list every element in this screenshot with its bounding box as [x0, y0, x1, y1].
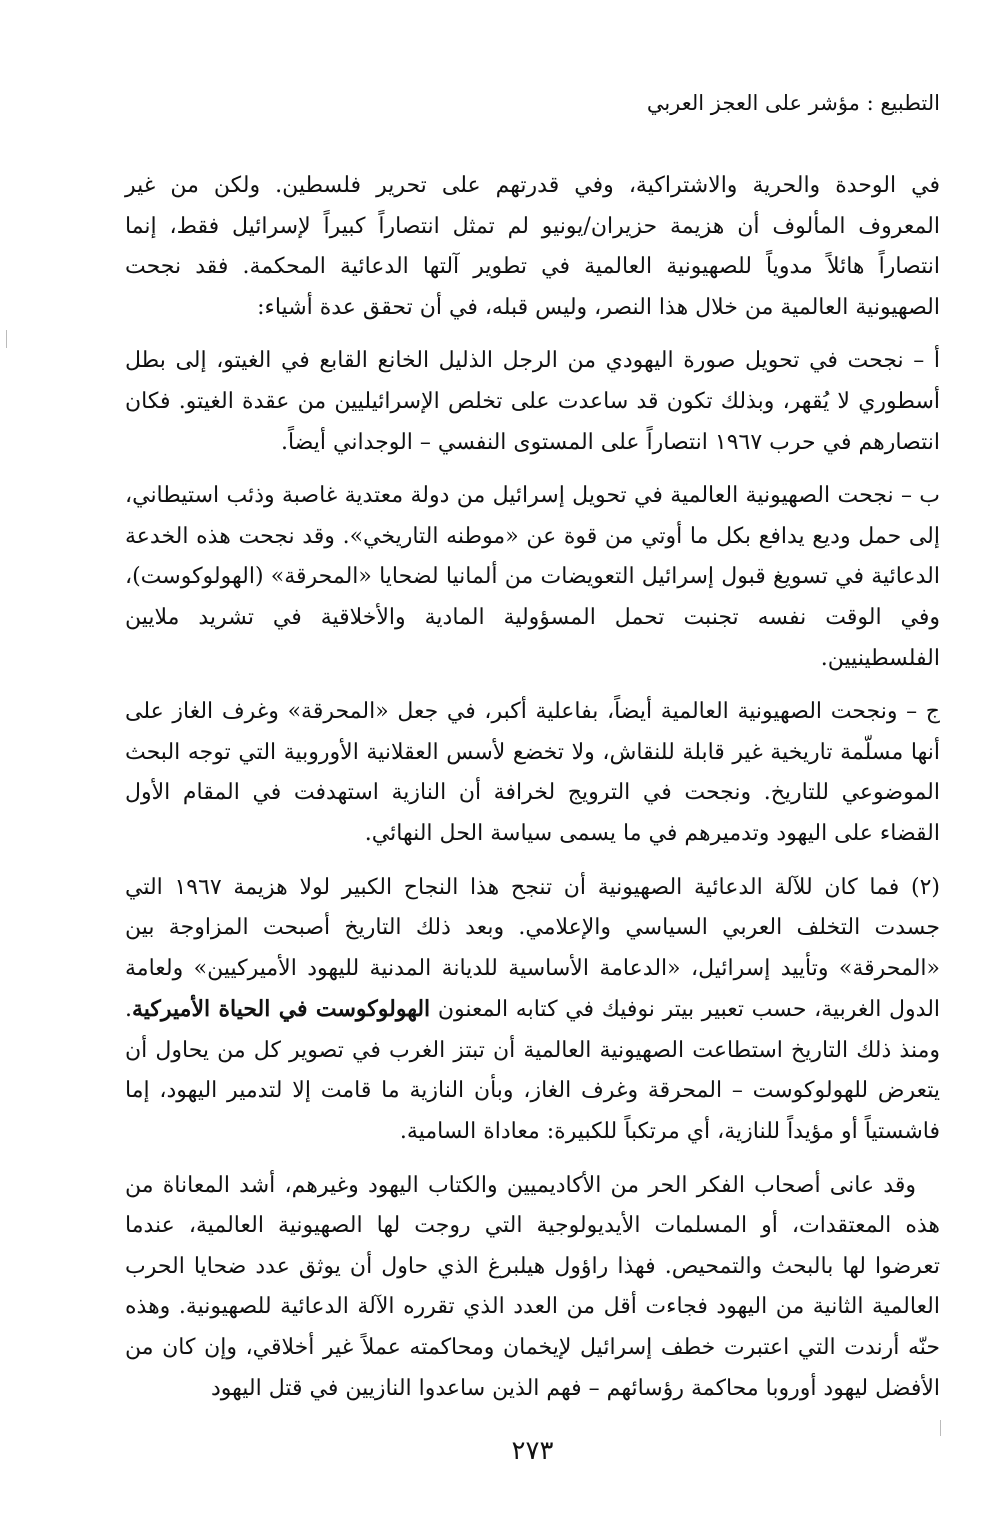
book-page	[125, 0, 940, 1523]
paragraph-point-a: أ – نجحت في تحويل صورة اليهودي من الرجل الذليل الخانع القابع في الغيتو، إلى بطل أسطوري لا يُقهر، وبذلك تكون قد ساعدت على تخلص الإسرائيليين من عقدة الغيتو. فكان انتصارهم في حرب ١٩٦٧ انتصاراً على المستوى النفسي – الوجداني أيضاً.	[125, 348, 940, 455]
running-header: التطبيع : مؤشر على العجز العربي	[646, 91, 940, 115]
paragraph-section-2-text-a: (٢) فما كان للآلة الدعائية الصهيونية أن تنجح هذا النجاح الكبير لولا هزيمة ١٩٦٧ التي جسدت التخلف العربي السياسي والإعلامي. وبعد ذلك التاريخ أصبحت المزاوجة بين «المحرقة» وتأييد إسرائيل، «الدعامة الأساسية للديانة المدنية لليهود الأميركيين» ولعامة الدول الغربية، حسب تعبير بيتر نوفيك في كتابه المعنون	[125, 874, 941, 1023]
paragraph-section-2-text-b: . ومنذ ذلك التاريخ استطاعت الصهيونية العالمية أن تبتز الغرب في تصوير كل من يحاول أن يتعرض للهولوكوست – المحرقة وغرف الغاز، وبأن النازية ما قامت إلا لتدمير اليهود، إما فاشستياً أو مؤيداً للنازية، أي مرتكباً للكبيرة: معاداة السامية.	[125, 997, 940, 1145]
paragraph-section-2	[125, 868, 940, 1153]
paragraph-intro: في الوحدة والحرية والاشتراكية، وفي قدرتهم على تحرير فلسطين. ولكن من غير المعروف المألوف أن هزيمة حزيران/يونيو لم تمثل انتصاراً كبيراً لإسرائيل فقط، إنما انتصاراً هائلاً مدوياً للصهيونية العالمية في تطوير آلتها الدعائية المحكمة. فقد نجحت الصهيونية العالمية من خلال هذا النصر، وليس قبله، في أن تحقق عدة أشياء:	[125, 173, 940, 320]
scan-margin-mark	[6, 330, 7, 348]
body-text	[125, 166, 940, 1409]
paragraph-free-thinkers: وقد عانى أصحاب الفكر الحر من الأكاديميين والكتاب اليهود وغيرهم، أشد المعاناة من هذه المعتقدات، أو المسلمات الأيديولوجية التي روجت لها الصهيونية العالمية، عندما تعرضوا لها بالبحث والتمحيص. فهذا راؤول هيلبرغ الذي حاول أن يوثق عدد ضحايا الحرب العالمية الثانية من اليهود فجاءت أقل من العدد الذي تقرره الآلة الدعائية للصهيونية. وهذه حنّه أرندت التي اعتبرت خطف إسرائيل لإيخمان ومحاكمته عملاً غير أخلاقي، وإن كان من الأفضل ليهود أوروبا محاكمة رؤسائهم – فهم الذين ساعدوا النازيين في قتل اليهود	[125, 1172, 940, 1401]
paragraph-point-b: ب – نجحت الصهيونية العالمية في تحويل إسرائيل من دولة معتدية غاصبة وذئب استيطاني، إلى حمل وديع يدافع بكل ما أوتي من قوة عن «موطنه التاريخي». وقد نجحت هذه الخدعة الدعائية في تسويغ قبول إسرائيل التعويضات من ألمانيا لضحايا «المحرقة» (الهولوكوست)، وفي الوقت نفسه تجنبت تحمل المسؤولية المادية والأخلاقية في تشريد ملايين الفلسطينيين.	[125, 483, 940, 671]
paragraph-point-c: ج – ونجحت الصهيونية العالمية أيضاً، بفاعلية أكبر، في جعل «المحرقة» وغرف الغاز على أنها مسلّمة تاريخية غير قابلة للنقاش، ولا تخضع لأسس العقلانية الأوروبية التي توجه البحث الموضوعي للتاريخ. ونجحت في الترويج لخرافة أن النازية استهدفت في المقام الأول القضاء على اليهود وتدميرهم في ما يسمى سياسة الحل النهائي.	[125, 699, 940, 846]
book-title: الهولوكوست في الحياة الأميركية	[132, 996, 431, 1023]
page-number: ٢٧٣	[511, 1436, 554, 1466]
scan-margin-mark	[940, 1420, 941, 1436]
